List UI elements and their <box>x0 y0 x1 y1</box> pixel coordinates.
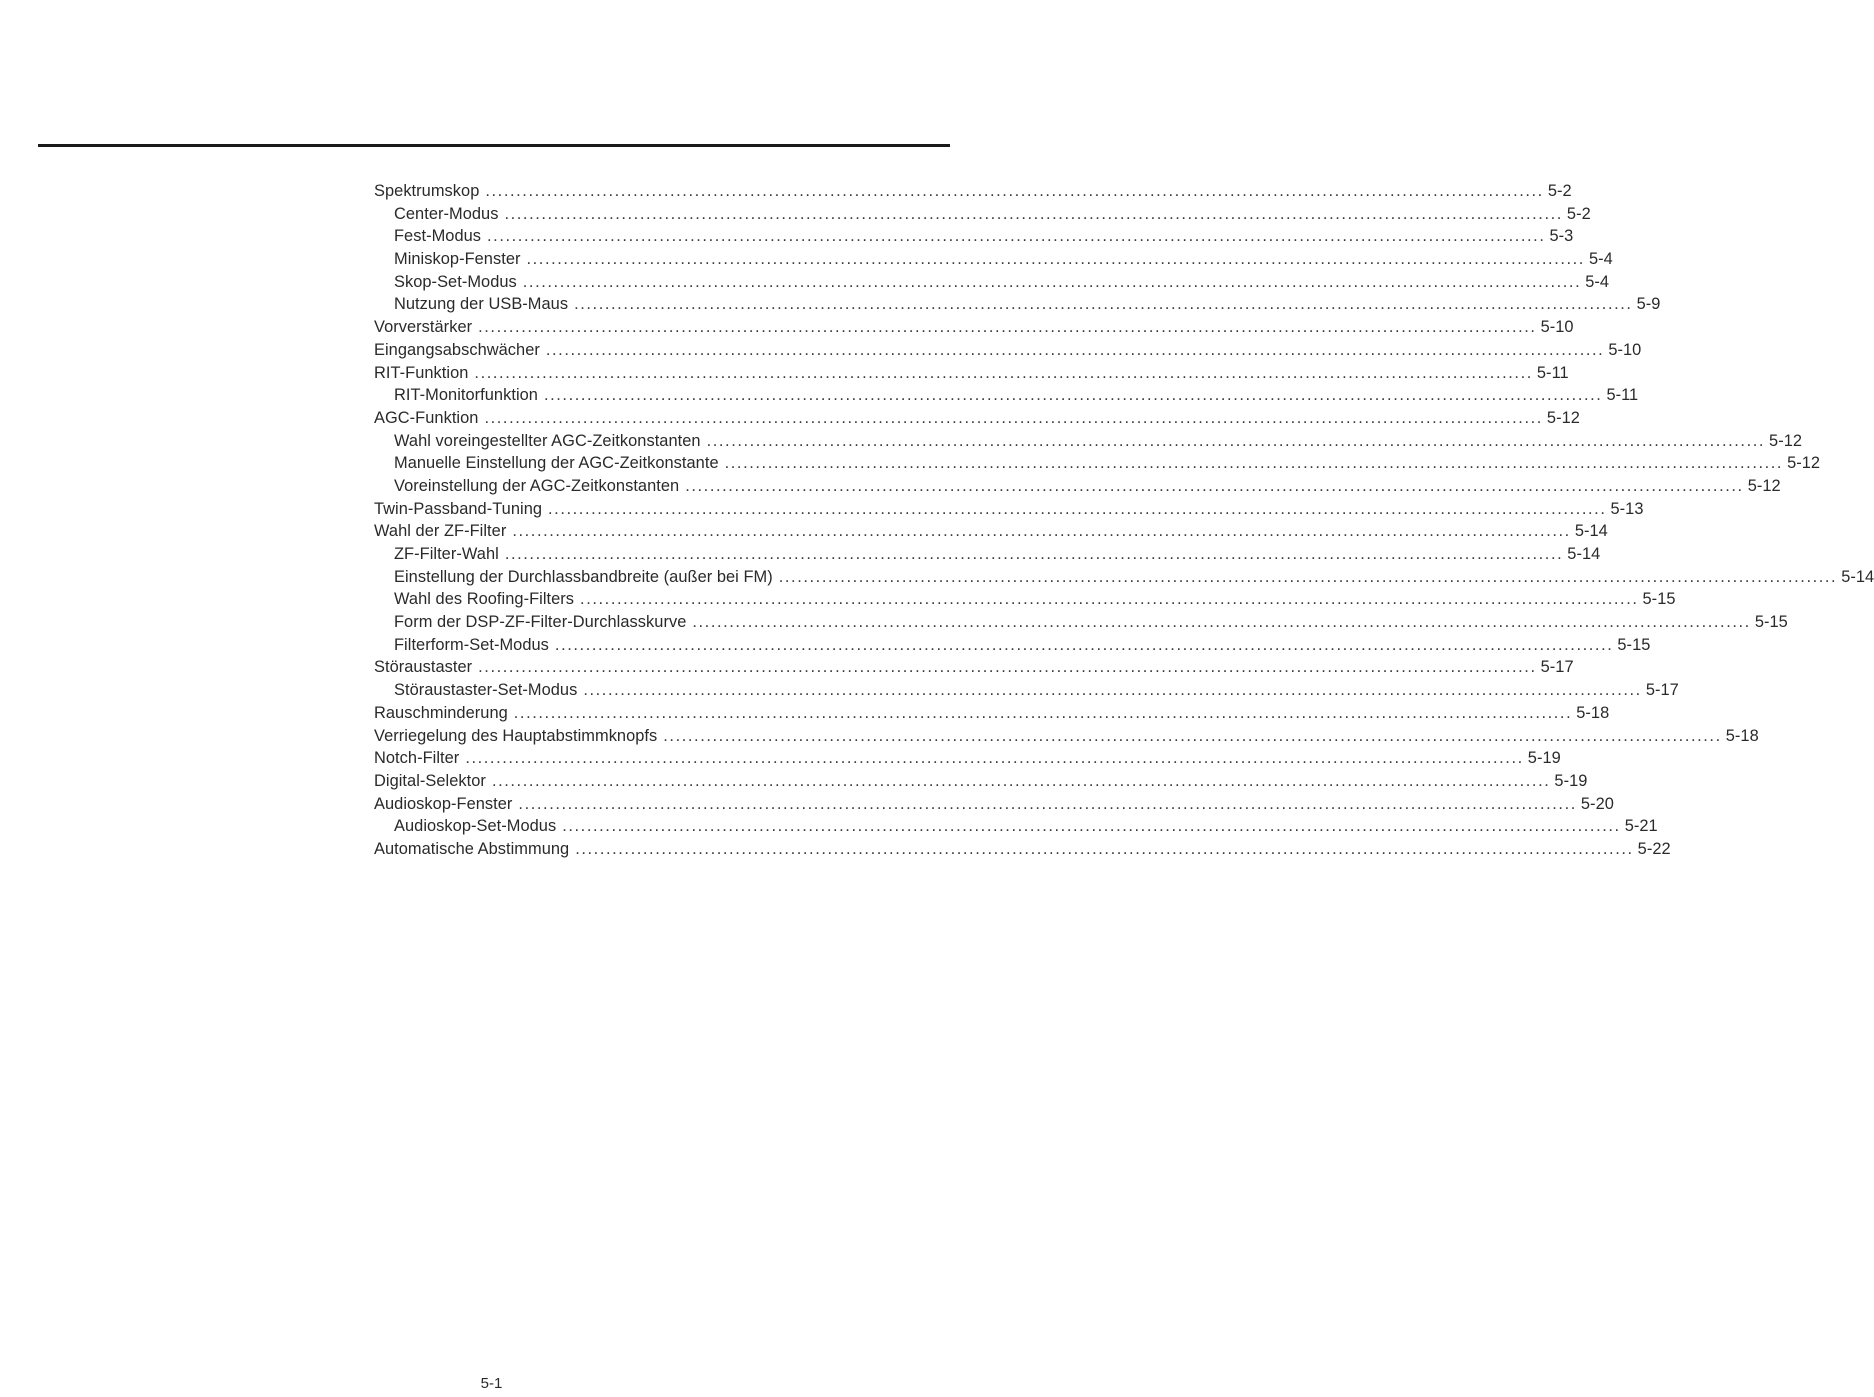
toc-entry-page: 5-18 <box>1576 703 1610 722</box>
toc-entry[interactable] <box>374 634 1651 657</box>
toc-dot-leader: ............................................................................................................................................................................ <box>491 771 1551 790</box>
toc-dot-leader: ............................................................................................................................................................................ <box>692 613 1751 632</box>
toc-entry-label: Audioskop-Set-Modus <box>394 817 557 836</box>
toc-entry[interactable] <box>374 747 1561 770</box>
toc-entry-page: 5-15 <box>1754 613 1788 632</box>
toc-entry-label: Rauschminderung <box>374 703 508 722</box>
toc-entry[interactable] <box>374 430 1803 453</box>
toc-entry-label: Spektrumskop <box>374 182 480 200</box>
toc-entry[interactable] <box>374 316 1574 339</box>
toc-entry-page: 5-12 <box>1747 476 1781 495</box>
toc-entry[interactable] <box>374 770 1588 793</box>
toc-entry[interactable] <box>374 339 1642 362</box>
toc-entry[interactable] <box>374 793 1614 816</box>
toc-entry-page: 5-15 <box>1642 590 1676 609</box>
toc-entry[interactable] <box>374 180 1572 203</box>
toc-entry-page: 5-19 <box>1554 771 1588 790</box>
toc-entry[interactable] <box>374 588 1676 611</box>
toc-entry[interactable] <box>374 679 1679 702</box>
toc-entry-label: Twin-Passband-Tuning <box>374 499 543 518</box>
toc-entry-label: Audioskop-Fenster <box>374 794 513 813</box>
toc-entry-label: Störaustaster <box>374 658 473 677</box>
toc-entry-page: 5-12 <box>1546 408 1580 427</box>
toc-entry[interactable] <box>374 838 1671 861</box>
toc-entry[interactable] <box>374 271 1610 294</box>
toc-entry-label: Nutzung der USB-Maus <box>394 295 569 314</box>
toc-entry[interactable] <box>374 225 1574 248</box>
toc-entry-page: 5-15 <box>1617 635 1651 654</box>
toc-entry-label: Miniskop-Fenster <box>394 250 521 269</box>
toc-dot-leader: ............................................................................................................................................................................ <box>663 726 1722 745</box>
toc-entry-page: 5-11 <box>1536 363 1569 382</box>
toc-dot-leader: ............................................................................................................................................................................ <box>583 681 1642 700</box>
toc-entry[interactable] <box>374 248 1613 271</box>
toc-entry-page: 5-20 <box>1580 794 1614 813</box>
toc-entry-page: 5-4 <box>1588 250 1613 269</box>
toc-entry[interactable] <box>374 566 1874 589</box>
toc-entry-label: Form der DSP-ZF-Filter-Durchlasskurve <box>394 613 687 632</box>
toc-dot-leader: ............................................................................................................................................................................ <box>478 318 1537 337</box>
toc-entry-label: Fest-Modus <box>394 227 482 246</box>
toc-entry-page: 5-18 <box>1725 726 1759 745</box>
toc-dot-leader: ............................................................................................................................................................................ <box>562 817 1621 836</box>
toc-dot-leader: ............................................................................................................................................................................ <box>487 227 1546 246</box>
page-number: 5-1 <box>480 1375 503 1392</box>
toc-entry[interactable] <box>374 475 1781 498</box>
table-of-contents <box>374 180 1874 861</box>
toc-entry-page: 5-4 <box>1585 272 1610 291</box>
toc-dot-leader: ............................................................................................................................................................................ <box>518 794 1577 813</box>
toc-dot-leader: ............................................................................................................................................................................ <box>526 250 1585 269</box>
toc-entry-label: Digital-Selektor <box>374 771 486 790</box>
toc-entry-page: 5-10 <box>1540 318 1574 337</box>
toc-dot-leader: ............................................................................................................................................................................ <box>543 386 1603 405</box>
toc-dot-leader: ............................................................................................................................................................................ <box>778 567 1838 586</box>
toc-dot-leader: ............................................................................................................................................................................ <box>474 363 1533 382</box>
toc-entry-label: Störaustaster-Set-Modus <box>394 681 578 700</box>
toc-entry[interactable] <box>374 543 1601 566</box>
toc-entry-label: Notch-Filter <box>374 749 460 768</box>
toc-entry[interactable] <box>374 293 1661 316</box>
toc-entry[interactable] <box>374 362 1569 385</box>
toc-entry-label: Einstellung der Durchlassbandbreite (außer bei FM) <box>394 567 773 586</box>
toc-entry[interactable] <box>374 203 1591 226</box>
toc-entry[interactable] <box>374 725 1759 748</box>
toc-entry-page: 5-13 <box>1610 499 1644 518</box>
toc-entry-page: 5-22 <box>1637 839 1671 858</box>
toc-entry-page: 5-3 <box>1549 227 1574 246</box>
toc-dot-leader: ............................................................................................................................................................................ <box>706 431 1766 450</box>
toc-dot-leader: ............................................................................................................................................................................ <box>545 340 1605 359</box>
toc-entry-page: 5-14 <box>1567 545 1601 563</box>
toc-entry-page: 5-14 <box>1841 567 1874 586</box>
toc-entry-page: 5-10 <box>1608 340 1642 359</box>
toc-entry[interactable] <box>374 384 1639 407</box>
toc-entry-label: Filterform-Set-Modus <box>394 635 549 654</box>
toc-entry-label: Wahl der ZF-Filter <box>374 522 507 541</box>
toc-entry-page: 5-12 <box>1769 431 1803 450</box>
toc-entry-label: RIT-Funktion <box>374 363 469 382</box>
toc-entry-label: Center-Modus <box>394 204 499 223</box>
toc-entry-label: ZF-Filter-Wahl <box>394 545 499 563</box>
toc-entry-page: 5-12 <box>1787 454 1821 473</box>
toc-entry-page: 5-21 <box>1624 817 1658 836</box>
toc-dot-leader: ............................................................................................................................................................................ <box>504 545 1564 563</box>
toc-dot-leader: ............................................................................................................................................................................ <box>575 839 1634 858</box>
toc-entry-page: 5-11 <box>1606 386 1639 405</box>
toc-entry-page: 5-17 <box>1540 658 1574 677</box>
toc-dot-leader: ............................................................................................................................................................................ <box>580 590 1639 609</box>
toc-dot-leader: ............................................................................................................................................................................ <box>465 749 1524 768</box>
toc-dot-leader: ............................................................................................................................................................................ <box>504 204 1563 223</box>
toc-dot-leader: ............................................................................................................................................................................ <box>548 499 1607 518</box>
toc-entry[interactable] <box>374 611 1788 634</box>
toc-dot-leader: ............................................................................................................................................................................ <box>512 522 1571 541</box>
toc-dot-leader: ............................................................................................................................................................................ <box>478 658 1537 677</box>
toc-dot-leader: ............................................................................................................................................................................ <box>724 454 1784 473</box>
toc-entry-page: 5-2 <box>1547 182 1572 200</box>
toc-dot-leader: ............................................................................................................................................................................ <box>554 635 1614 654</box>
toc-dot-leader: ............................................................................................................................................................................ <box>485 182 1544 200</box>
toc-dot-leader: ............................................................................................................................................................................ <box>574 295 1633 314</box>
toc-entry-label: Voreinstellung der AGC-Zeitkonstanten <box>394 476 680 495</box>
toc-entry-label: Verriegelung des Hauptabstimmknopfs <box>374 726 658 745</box>
toc-entry-page: 5-14 <box>1574 522 1608 541</box>
toc-entry[interactable] <box>374 407 1580 430</box>
toc-entry[interactable] <box>374 656 1574 679</box>
toc-entry-page: 5-19 <box>1527 749 1561 768</box>
toc-entry[interactable] <box>374 815 1658 838</box>
toc-dot-leader: ............................................................................................................................................................................ <box>522 272 1582 291</box>
toc-entry-label: Manuelle Einstellung der AGC-Zeitkonstante <box>394 454 719 473</box>
toc-entry-label: Automatische Abstimmung <box>374 839 570 858</box>
toc-entry-label: RIT-Monitorfunktion <box>394 386 538 405</box>
toc-dot-leader: ............................................................................................................................................................................ <box>685 476 1744 495</box>
toc-entry-page: 5-17 <box>1645 681 1679 700</box>
top-horizontal-rule <box>38 144 950 147</box>
toc-entry-page: 5-9 <box>1636 295 1661 314</box>
toc-dot-leader: ............................................................................................................................................................................ <box>513 703 1573 722</box>
toc-dot-leader: ............................................................................................................................................................................ <box>484 408 1543 427</box>
toc-entry[interactable] <box>374 702 1610 725</box>
toc-entry-page: 5-2 <box>1566 204 1591 223</box>
toc-entry-label: Eingangsabschwächer <box>374 340 540 359</box>
toc-entry[interactable] <box>374 520 1608 543</box>
toc-entry-label: AGC-Funktion <box>374 408 479 427</box>
toc-entry-label: Wahl des Roofing-Filters <box>394 590 575 609</box>
toc-entry-label: Skop-Set-Modus <box>394 272 517 291</box>
toc-entry-label: Vorverstärker <box>374 318 473 337</box>
toc-entry-label: Wahl voreingestellter AGC-Zeitkonstanten <box>394 431 701 450</box>
toc-entry[interactable] <box>374 452 1821 475</box>
toc-entry[interactable] <box>374 498 1644 521</box>
